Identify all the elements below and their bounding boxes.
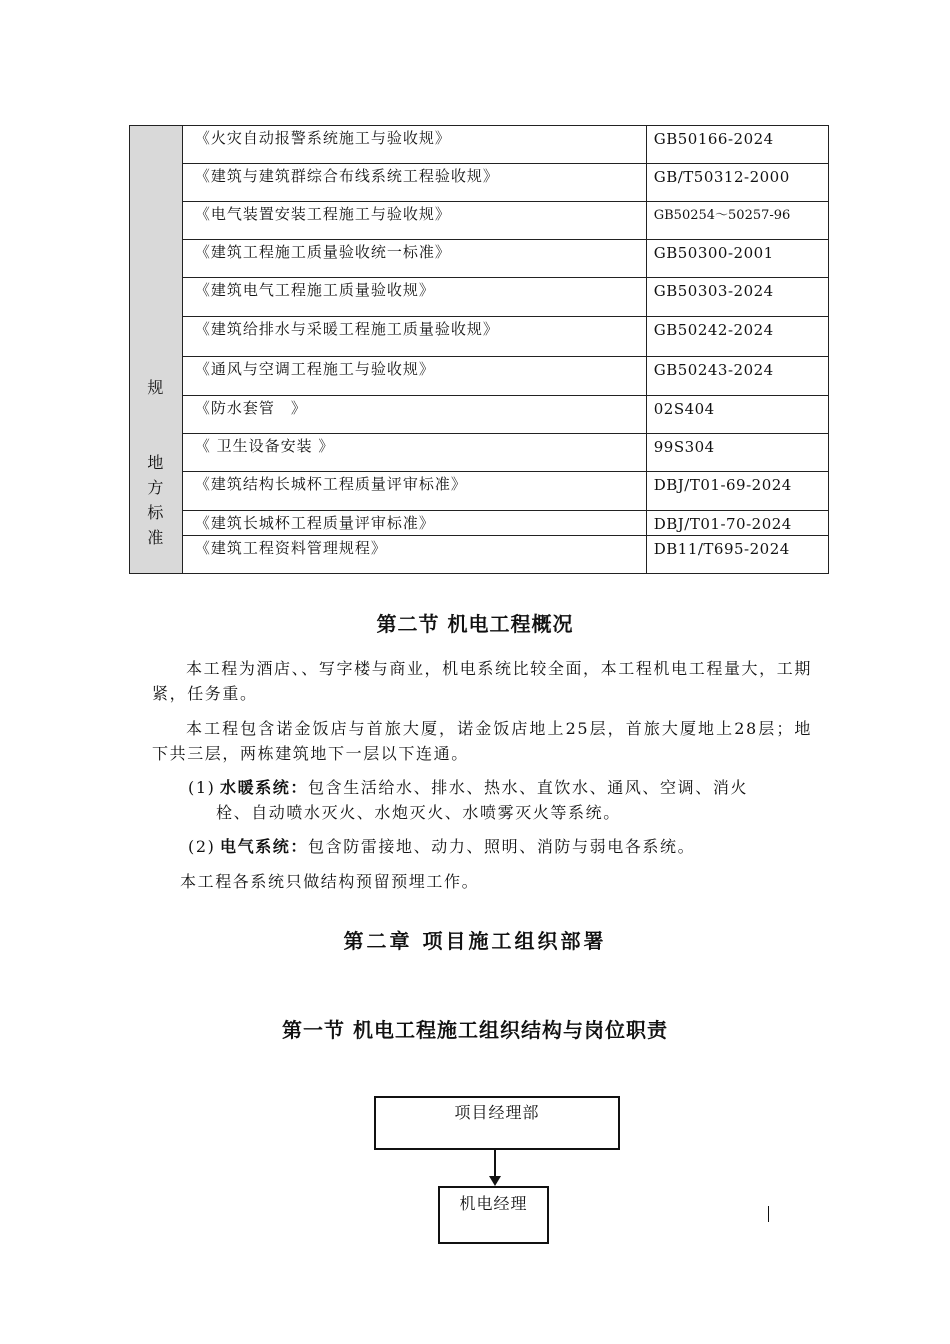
list-label: 水暖系统： xyxy=(220,778,309,797)
standard-name-cell: 《建筑电气工程施工质量验收规》 xyxy=(182,278,646,317)
standard-name-cell: 《火灾自动报警系统施工与验收规》 xyxy=(182,126,646,164)
standard-code-cell: DBJ/T01-69-2024 xyxy=(646,471,828,510)
standard-code-cell: DB11/T695-2024 xyxy=(646,535,828,573)
org-connector xyxy=(494,1148,496,1178)
org-box-mep-manager: 机电经理 xyxy=(438,1186,549,1244)
list-item-hvac-plumbing xyxy=(188,775,812,825)
table-row xyxy=(130,240,829,278)
list-label: 电气系统： xyxy=(220,837,309,856)
table-row xyxy=(130,395,829,433)
standard-name-cell: 《建筑工程施工质量验收统一标准》 xyxy=(182,240,646,278)
list-text-continued: 栓、自动喷水灭火、水炮灭火、水喷雾灭火等系统。 xyxy=(216,803,621,822)
chapter-title: 第二章 项目施工组织部署 xyxy=(343,929,607,953)
list-text: 包含生活给水、排水、热水、直饮水、通风、空调、消火 xyxy=(308,778,749,797)
table-row xyxy=(130,433,829,471)
standard-code-cell: GB50242-2024 xyxy=(646,317,828,357)
standard-name-cell: 《电气装置安装工程施工与验收规》 xyxy=(182,202,646,240)
paragraph-overview-2: 本工程包含诺金饭店与首旅大厦，诺金饭店地上25层，首旅大厦地上28层；地下共三层，两栋建筑地下一层以下连通。 xyxy=(152,719,812,763)
category-label-local-standards: 地方标准 xyxy=(147,453,165,547)
standard-name-cell: 《建筑结构长城杯工程质量评审标准》 xyxy=(182,471,646,510)
standard-name-cell: 《防水套管 》 xyxy=(182,395,646,433)
table-row xyxy=(130,164,829,202)
table-row xyxy=(130,278,829,317)
category-cell xyxy=(130,126,183,574)
list-text: 包含防雷接地、动力、照明、消防与弱电各系统。 xyxy=(308,837,696,856)
section-title-mep-overview: 第二节 机电工程概况 xyxy=(376,612,574,636)
standard-name-cell: 《 卫生设备安装 》 xyxy=(182,433,646,471)
list-number: (2) xyxy=(188,837,216,856)
standards-table xyxy=(129,125,829,574)
standard-name-cell: 《建筑给排水与采暖工程施工质量验收规》 xyxy=(182,317,646,357)
table-row xyxy=(130,317,829,357)
standard-code-cell: GB/T50312-2000 xyxy=(646,164,828,202)
standard-code-cell: GB50303-2024 xyxy=(646,278,828,317)
table-row xyxy=(130,510,829,535)
page-marker xyxy=(768,1206,769,1222)
standard-name-cell: 《建筑工程资料管理规程》 xyxy=(182,535,646,573)
standard-code-cell: GB50166-2024 xyxy=(646,126,828,164)
category-label-top: 规 xyxy=(147,378,165,397)
paragraph-overview-1: 本工程为酒店、、写字楼与商业，机电系统比较全面，本工程机电工程量大，工期紧，任务重。 xyxy=(152,659,812,703)
standard-code-cell: GB50243-2024 xyxy=(646,357,828,395)
table-row xyxy=(130,202,829,240)
standard-code-cell: GB50254～50257-96 xyxy=(646,202,828,240)
table-row xyxy=(130,535,829,573)
paragraph-overview-3: 本工程各系统只做结构预留预埋工作。 xyxy=(180,872,480,891)
section-title-organization: 第一节 机电工程施工组织结构与岗位职责 xyxy=(282,1018,668,1042)
table-row xyxy=(130,357,829,395)
table-row xyxy=(130,471,829,510)
standard-code-cell: 99S304 xyxy=(646,433,828,471)
org-box-project-management: 项目经理部 xyxy=(374,1096,620,1150)
list-number: (1) xyxy=(188,778,216,797)
standard-name-cell: 《建筑长城杯工程质量评审标准》 xyxy=(182,510,646,535)
standard-code-cell: 02S404 xyxy=(646,395,828,433)
arrow-down-icon xyxy=(489,1176,501,1186)
standard-name-cell: 《通风与空调工程施工与验收规》 xyxy=(182,357,646,395)
standard-code-cell: DBJ/T01-70-2024 xyxy=(646,510,828,535)
list-item-electrical xyxy=(188,834,812,859)
standard-name-cell: 《建筑与建筑群综合布线系统工程验收规》 xyxy=(182,164,646,202)
standard-code-cell: GB50300-2001 xyxy=(646,240,828,278)
table-row xyxy=(130,126,829,164)
